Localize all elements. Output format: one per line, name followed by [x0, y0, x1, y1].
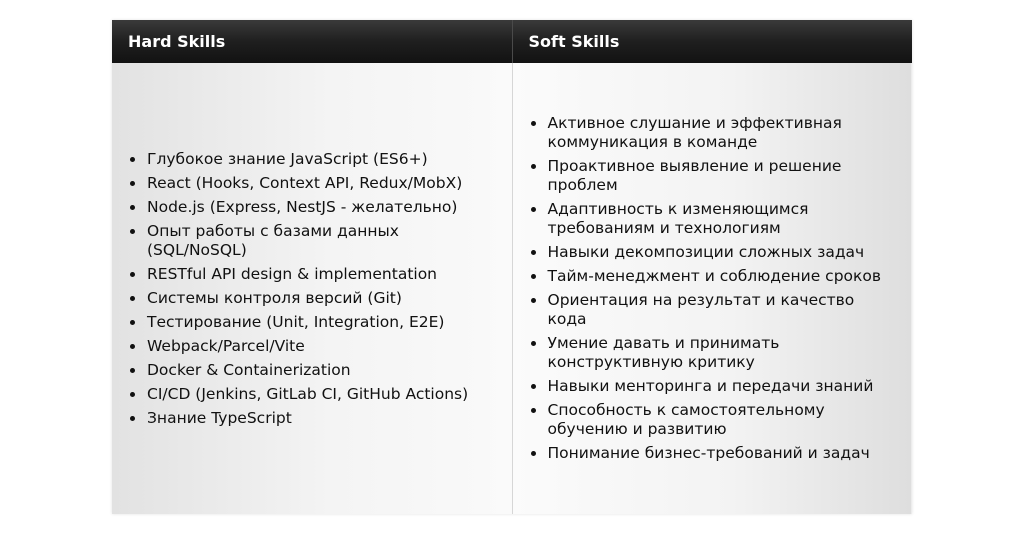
table-header-row	[112, 20, 912, 63]
hard-skill-item: Node.js (Express, NestJS - желательно)	[147, 198, 496, 217]
soft-skills-cell	[512, 63, 912, 514]
hard-skill-item: Тестирование (Unit, Integration, E2E)	[147, 313, 496, 332]
soft-skills-header: Soft Skills	[512, 20, 912, 63]
soft-skill-item: Навыки декомпозиции сложных задач	[548, 243, 897, 262]
hard-skills-list	[128, 150, 496, 428]
soft-skill-item: Понимание бизнес-требований и задач	[548, 444, 897, 463]
hard-skills-header: Hard Skills	[112, 20, 512, 63]
hard-skill-item: CI/CD (Jenkins, GitLab CI, GitHub Actions)	[147, 385, 496, 404]
hard-skill-item: Знание TypeScript	[147, 409, 496, 428]
skills-table	[112, 20, 912, 514]
hard-skill-item: Глубокое знание JavaScript (ES6+)	[147, 150, 496, 169]
soft-skills-list	[529, 114, 897, 463]
hard-skill-item: RESTful API design & implementation	[147, 265, 496, 284]
hard-skill-item: Docker & Containerization	[147, 361, 496, 380]
soft-skill-item: Умение давать и принимать конструктивную критику	[548, 334, 897, 372]
soft-skill-item: Адаптивность к изменяющимся требованиям и технологиям	[548, 200, 897, 238]
table-body-row	[112, 63, 912, 514]
soft-skill-item: Проактивное выявление и решение проблем	[548, 157, 897, 195]
hard-skills-cell	[112, 63, 512, 514]
soft-skill-item: Тайм-менеджмент и соблюдение сроков	[548, 267, 897, 286]
hard-skill-item: Системы контроля версий (Git)	[147, 289, 496, 308]
soft-skill-item: Активное слушание и эффективная коммуникация в команде	[548, 114, 897, 152]
hard-skill-item: Опыт работы с базами данных (SQL/NoSQL)	[147, 222, 496, 260]
soft-skill-item: Ориентация на результат и качество кода	[548, 291, 897, 329]
soft-skill-item: Навыки менторинга и передачи знаний	[548, 377, 897, 396]
soft-skill-item: Способность к самостоятельному обучению и развитию	[548, 401, 897, 439]
hard-skill-item: Webpack/Parcel/Vite	[147, 337, 496, 356]
hard-skill-item: React (Hooks, Context API, Redux/MobX)	[147, 174, 496, 193]
